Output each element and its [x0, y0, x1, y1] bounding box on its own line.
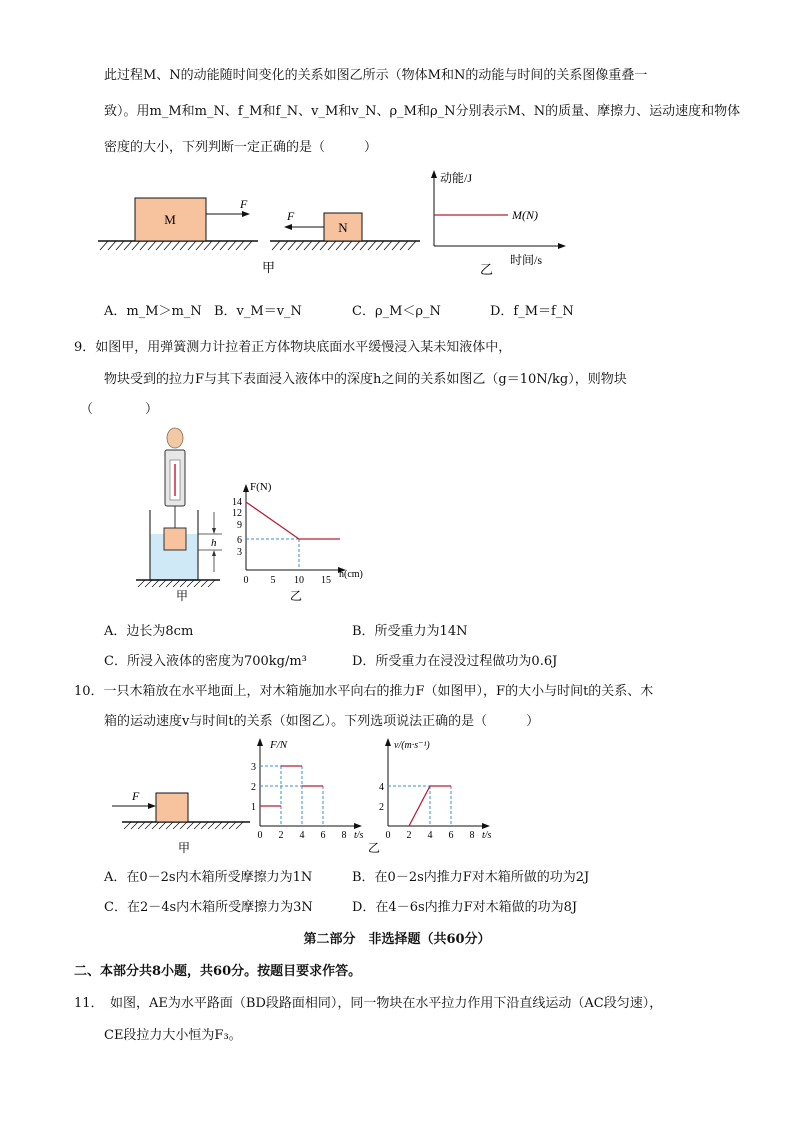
q8-option-d: D．f_M＝f_N	[490, 304, 574, 319]
fh-ytick: 9	[237, 520, 242, 531]
q10-option-b: B．在0－2s内推力F对木箱所做的功为2J	[352, 870, 590, 885]
ft-ytick: 1	[251, 802, 256, 813]
vt-xtick: 4	[427, 830, 433, 841]
fh-xtick: 5	[270, 575, 276, 586]
q10-option-c: C．在2－4s内木箱所受摩擦力为3N	[104, 900, 313, 915]
q8-option-c: C．ρ_M＜ρ_N	[352, 304, 441, 319]
fh-ytick: 6	[237, 535, 242, 546]
q8-line1: 此过程M、N的动能随时间变化的关系如图乙所示（物体M和N的动能与时间的关系图像重叠一	[104, 68, 648, 83]
q9-caption-left: 甲	[176, 589, 189, 603]
fh-ytick: 12	[232, 508, 242, 519]
part2-intro: 二、本部分共8小题，共60分。按题目要求作答。	[74, 964, 362, 979]
energy-series-label: M(N)	[512, 208, 538, 222]
q11-line2: CE段拉力大小恒为F₃。	[104, 1028, 242, 1043]
fh-ylabel: F(N)	[250, 481, 272, 493]
q9-option-b: B．所受重力为14N	[352, 624, 468, 639]
vt-ytick: 4	[379, 782, 384, 793]
q10-line1: 10．一只木箱放在水平地面上，对木箱施加水平向右的推力F（如图甲），F的大小与时间t的关系、木	[74, 684, 654, 699]
force-label-n: F	[287, 209, 295, 223]
ft-xtick: 6	[320, 830, 326, 841]
ft-xtick: 4	[299, 830, 305, 841]
ft-ylabel: F/N	[270, 739, 288, 751]
q8-caption-left: 甲	[262, 260, 276, 275]
vt-xtick: 6	[448, 830, 454, 841]
q9-line3: （ ）	[80, 402, 159, 417]
ft-xtick: 8	[341, 830, 347, 841]
q10-option-d: D．在4－6s内推力F对木箱做的功为8J	[352, 900, 578, 915]
fh-xlabel: h(cm)	[339, 569, 363, 580]
q10-caption-left: 甲	[178, 841, 191, 855]
q11-line1: 11． 如图，AE为水平路面（BD段路面相同），同一物块在水平拉力作用下沿直线运动（AC段匀速），	[74, 996, 663, 1011]
vt-ylabel: v/(m·s⁻¹)	[394, 740, 430, 751]
fh-ytick: 3	[237, 547, 242, 558]
block-n-label: N	[338, 220, 348, 235]
vt-ytick: 2	[379, 802, 384, 813]
q9-option-a: A．边长为8cm	[104, 624, 194, 639]
ft-ytick: 2	[251, 782, 256, 793]
q10-option-a: A．在0－2s内木箱所受摩擦力为1N	[104, 870, 313, 885]
force-label-m: F	[240, 197, 248, 211]
wooden-box	[156, 793, 188, 822]
vt-xtick: 2	[406, 830, 412, 841]
ft-xtick: 0	[257, 830, 263, 841]
vt-xlabel: t/s	[482, 830, 492, 841]
part2-heading: 第二部分 非选择题（共60分）	[303, 932, 491, 947]
fh-ytick: 14	[232, 497, 242, 508]
q8-option-b: B．v_M＝v_N	[214, 304, 302, 319]
h-label: h	[211, 537, 217, 549]
q8-line3: 密度的大小，下列判断一定正确的是（ ）	[104, 140, 378, 155]
vt-xtick: 8	[469, 830, 475, 841]
push-force-label: F	[132, 789, 140, 803]
q10-line2: 箱的运动速度v与时间t的关系（如图乙）。下列选项说法正确的是（ ）	[104, 714, 540, 729]
ft-xlabel: t/s	[354, 830, 364, 841]
energy-xlabel: 时间/s	[510, 253, 543, 267]
q9-option-d: D．所受重力在浸没过程做功为0.6J	[352, 654, 558, 669]
fh-xtick: 10	[294, 575, 304, 586]
fh-xtick: 15	[321, 575, 331, 586]
fh-xtick: 0	[243, 575, 249, 586]
q8-option-a: A．m_M＞m_N	[104, 304, 202, 319]
q9-option-c: C．所浸入液体的密度为700kg/m³	[104, 654, 307, 669]
block-m-label: M	[164, 212, 176, 227]
ft-ytick: 3	[251, 762, 256, 773]
q9-caption-right: 乙	[290, 589, 303, 603]
ft-xtick: 2	[278, 830, 284, 841]
vt-xtick: 0	[385, 830, 391, 841]
q8-line2: 致）。用m_M和m_N、f_M和f_N、v_M和v_N、ρ_M和ρ_N分别表示M、N的质量、摩擦力、运动速度和物体	[104, 104, 741, 119]
q9-line2: 物块受到的拉力F与其下表面浸入液体中的深度h之间的关系如图乙（g＝10N/kg），则物块	[104, 372, 627, 387]
energy-ylabel: 动能/J	[440, 171, 473, 185]
q8-caption-right: 乙	[480, 262, 494, 277]
q10-caption-right: 乙	[368, 841, 381, 855]
q9-line1: 9．如图甲，用弹簧测力计拉着正方体物块底面水平缓慢浸入某未知液体中，	[74, 340, 512, 355]
